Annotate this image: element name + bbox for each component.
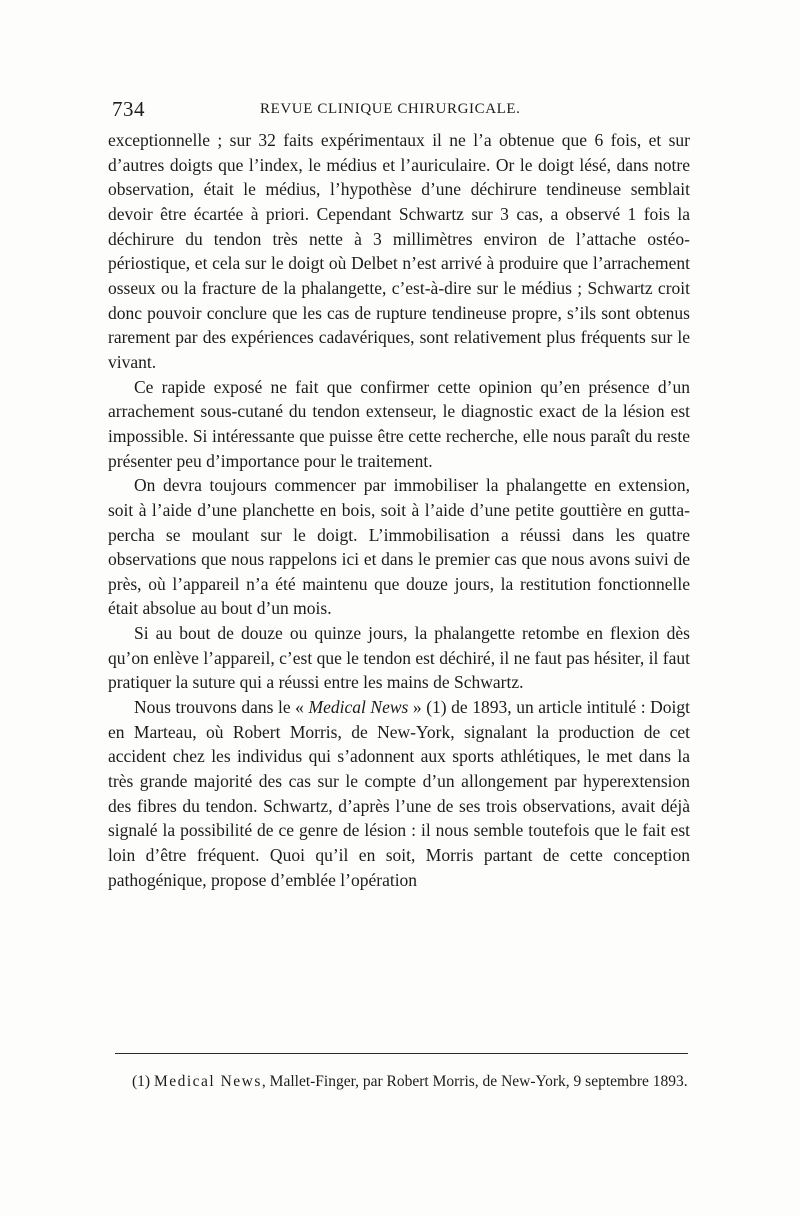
- footnote-marker: (1): [132, 1073, 154, 1090]
- paragraph-5-start: Nous trouvons dans le «: [134, 697, 309, 718]
- body-text: [108, 128, 690, 892]
- paragraph-5: [108, 695, 690, 892]
- page-number: 734: [112, 97, 145, 121]
- journal-citation: Medical News: [308, 697, 409, 718]
- running-head: [112, 97, 688, 127]
- paragraph-1: exceptionnelle ; sur 32 faits expérimentaux il ne l’a obtenue que 6 fois, et sur d’autres doigts que l’index, le médius et l’auriculaire. Or le doigt lésé, dans notre observation, était le médius, l’hypothèse d’une déchirure tendineuse semblait devoir être écartée à priori. Cependant Schwartz sur 3 cas, a observé 1 fois la déchirure du tendon très nette à 3 millimètres environ de l’attache ostéo-périostique, et cela sur le doigt où Delbet n’est arrivé à produire que l’arrachement osseux ou la fracture de la phalangette, c’est-à-dire sur le médius ; Schwartz croit donc pouvoir conclure que les cas de rupture tendineuse propre, s’ils sont obtenus rarement par des expériences cadavériques, sont relativement plus fréquents sur le vivant.: [108, 130, 690, 372]
- paragraph-2: Ce rapide exposé ne fait que confirmer cette opinion qu’en présence d’un arrachement sous-cutané du tendon extenseur, le diagnostic exact de la lésion est impossible. Si intéressante que puisse être cette recherche, elle nous paraît du reste présenter peu d’importance pour le traitement.: [108, 376, 690, 471]
- footnote: [108, 1071, 690, 1093]
- footnote-detail: , Mallet-Finger, par Robert Morris, de New-York, 9 septembre 1893.: [261, 1073, 688, 1090]
- footnote-divider: [115, 1053, 688, 1054]
- journal-title: REVUE CLINIQUE CHIRURGICALE.: [260, 101, 521, 117]
- paragraph-4: Si au bout de douze ou quinze jours, la phalangette retombe en flexion dès qu’on enlève l’appareil, c’est que le tendon est déchiré, il ne faut pas hésiter, il faut pratiquer la suture qui a réussi entre les mains de Schwartz.: [108, 623, 690, 693]
- paragraph-5-rest: » (1) de 1893, un article intitulé : Doigt en Marteau, où Robert Morris, de New-York, signalant la production de cet accident chez les individus qui s’adonnent aux sports athlétiques, le met dans la très grande majorité des cas sur le compte d’un allongement par hyperextension des fibres du tendon. Schwartz, d’après l’une de ses trois observations, avait déjà signalé la possibilité de ce genre de lésion : il nous semble toutefois que le fait est loin d’être fréquent. Quoi qu’il en soit, Morris partant de cette conception pathogénique, propose d’emblée l’opération: [108, 697, 690, 890]
- footnote-source: Medical News: [153, 1073, 262, 1090]
- paragraph-3: On devra toujours commencer par immobiliser la phalangette en extension, soit à l’aide d’une planchette en bois, soit à l’aide d’une petite gouttière en gutta-percha se moulant sur le doigt. L’immobilisation a réussi dans les quatre observations que nous rappelons ici et dans le premier cas que nous avons suivi de près, où l’appareil n’a été maintenu que douze jours, la restitution fonctionnelle était absolue au bout d’un mois.: [108, 475, 690, 619]
- footnote-text: [108, 1071, 690, 1093]
